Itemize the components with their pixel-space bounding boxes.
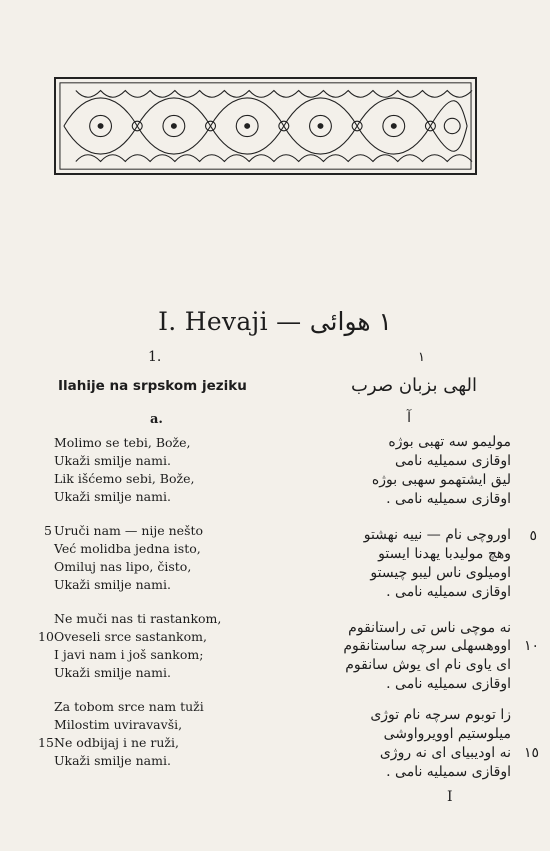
line-number: 10 [38,629,54,644]
ornamental-header-band [54,77,477,175]
poem-subtitle-arabic: الهى بزبان صرب [350,375,477,396]
verse-line: Oveseli srce sastankom, [54,629,207,644]
verse-line: Ukaži smilje nami. [54,453,171,468]
line-number-arabic: ١٠ [523,638,539,654]
verse-line-arabic: ميلوستيم اوويرواوشى [383,726,511,742]
line-number-arabic: ١٥ [523,745,539,761]
chapter-title [0,307,550,336]
verse-line-arabic: نه موچى ناس تى راستانقوم [348,620,511,636]
verse-line: Uruči nam — nije nešto [54,523,204,538]
verse-line: Lik išćemo sebi, Bože, [54,471,195,486]
verse-line-arabic: اوقازى سميليه نامى . [386,491,511,507]
verse-line: Ne muči nas ti rastankom, [54,611,222,626]
verse-line-arabic: موليمو سه تهبى بوژه [388,434,511,450]
line-number-arabic: ٥ [529,528,537,544]
poem-number-arabic: ١ [418,350,425,365]
verse-line: Omiluj nas lipo, čisto, [54,559,192,574]
chapter-title-latin: I. Hevaji — [158,307,302,336]
section-letter-arabic: آ [407,410,411,426]
verse-line-arabic: اوقازى سميليه نامى . [386,764,511,780]
verse-line: Ukaži smilje nami. [54,577,171,592]
verse-line-arabic: اوميلوى ناس ليبو چيستو [370,565,511,581]
verse-line-arabic: اوقازى سميليه نامى [395,453,511,469]
verse-line: Za tobom srce nam tuži [54,699,204,714]
chapter-title-arabic: ١ هوائى [309,307,392,336]
verse-line: Već molidba jedna isto, [54,541,201,556]
verse-line: I javi nam i još sankom; [54,647,204,662]
verse-line-arabic: نه اوديبياى اى نه روژى [379,745,511,761]
verse-line: Molimo se tebi, Bože, [54,435,191,450]
section-letter: a. [150,412,163,427]
poem-number: 1. [148,349,162,365]
page-number: I [447,789,453,805]
verse-line: Ukaži smilje nami. [54,489,171,504]
line-number: 5 [44,523,52,538]
verse-line-arabic: ليق ايشتهمو سهبى بوژه [371,472,511,488]
verse-line: Ukaži smilje nami. [54,665,171,680]
verse-line-arabic: اوروچى نام — نييه نهشتو [363,527,511,543]
verse-line-arabic: اووهسهلى سرچه ساستانقوم [343,638,511,654]
verse-line-arabic: وهچ موليدبا يهدنا ايستو [378,546,511,562]
line-number: 15 [38,735,54,750]
verse-line: Ukaži smilje nami. [54,753,171,768]
arabesque-ornament-icon [56,79,475,173]
verse-line: Ne odbijaj i ne ruži, [54,735,179,750]
poem-subtitle: Ilahije na srpskom jeziku [58,378,247,394]
verse-line: Milostim uviravavši, [54,717,183,732]
verse-line-arabic: اوقازى سميليه نامى . [386,676,511,692]
verse-line-arabic: اوقازى سميليه نامى . [386,584,511,600]
verse-line-arabic: زا توبوم سرچه نام توژى [370,707,511,723]
verse-line-arabic: اى ياوى نام اى يوش سانقوم [345,657,511,673]
